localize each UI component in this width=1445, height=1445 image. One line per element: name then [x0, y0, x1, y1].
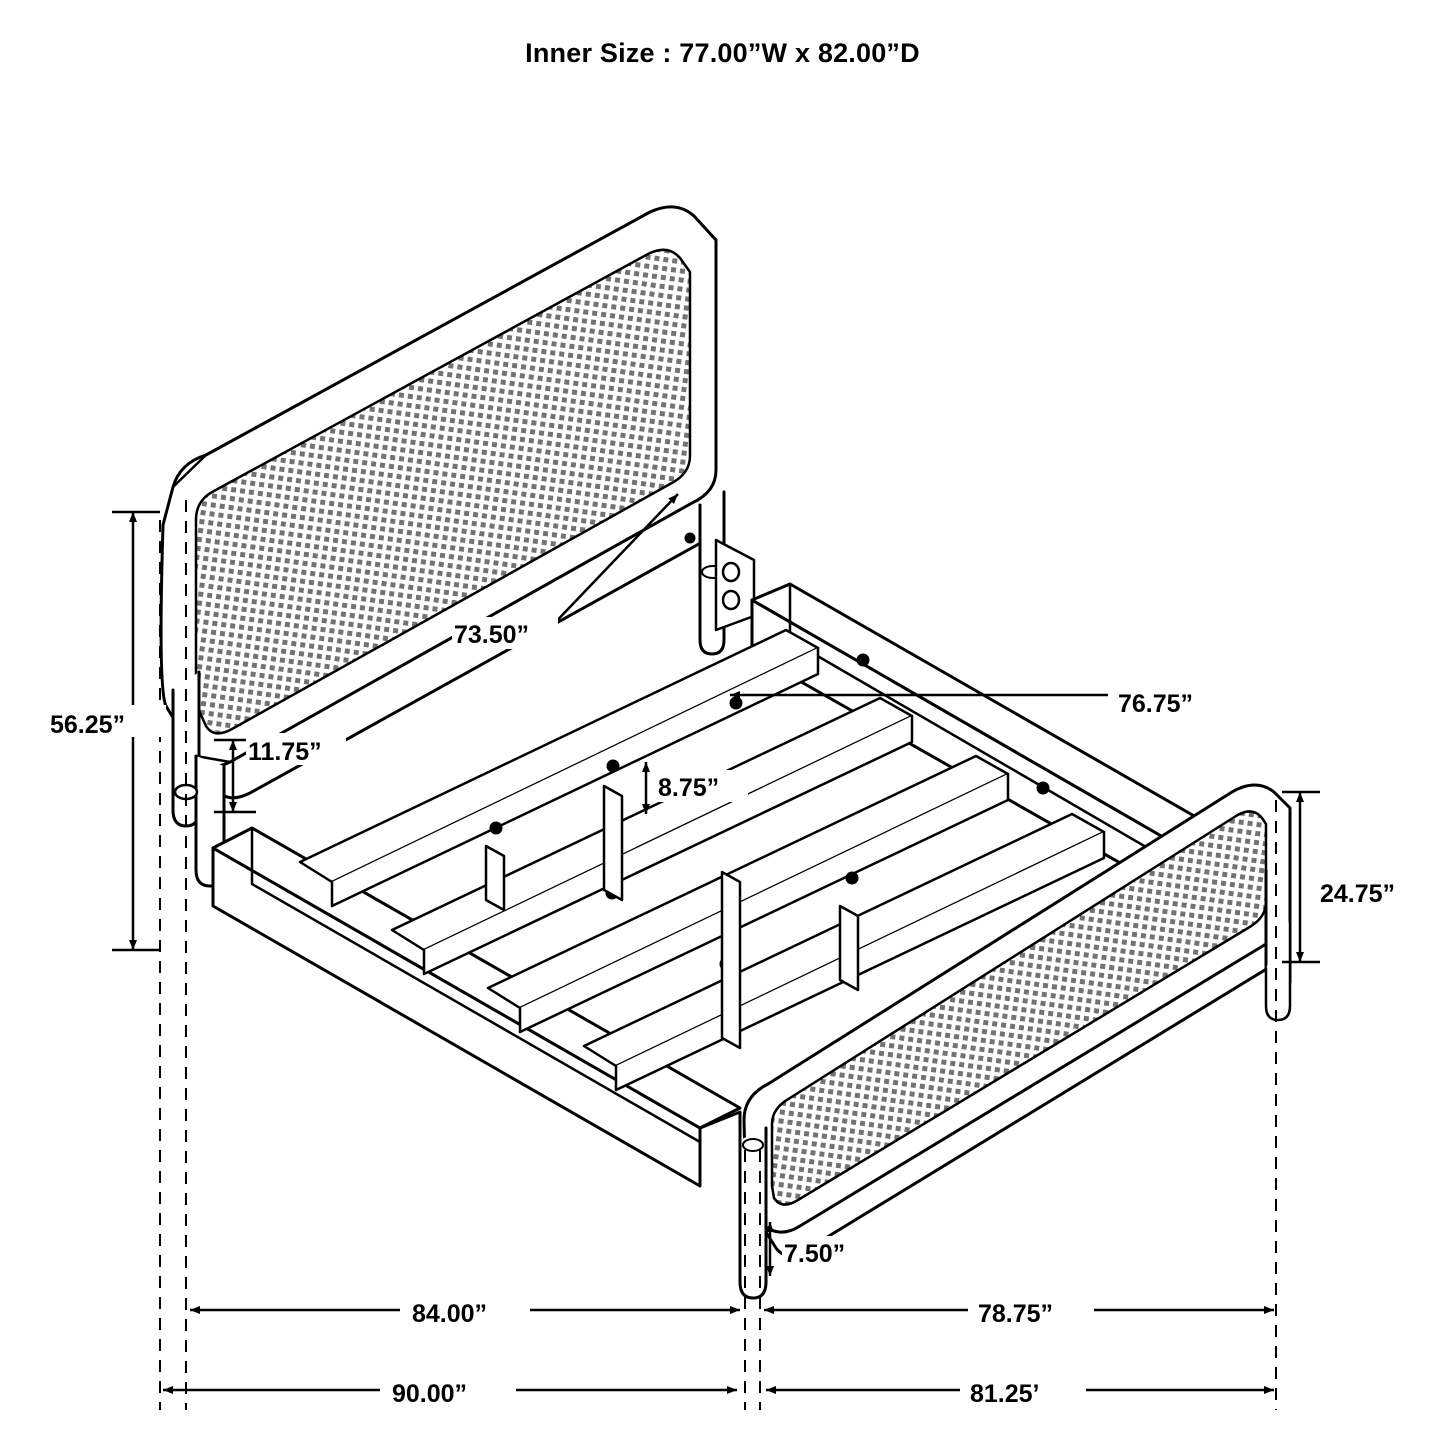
- diagram-title: Inner Size : 77.00”W x 82.00”D: [525, 38, 920, 68]
- label-width-outer: 81.25’: [970, 1380, 1040, 1408]
- side-rail-left: [213, 828, 740, 1186]
- label-inner-rail: 76.75”: [1118, 690, 1194, 718]
- label-depth-inner: 84.00”: [412, 1300, 488, 1328]
- label-depth-outer: 90.00”: [392, 1380, 468, 1408]
- label-headboard-height: 56.25”: [50, 711, 126, 739]
- label-footboard-height: 24.75”: [1320, 880, 1396, 908]
- label-footboard-clearance: 7.50”: [784, 1240, 846, 1268]
- label-width-inner: 78.75”: [978, 1300, 1054, 1328]
- label-slat-height: 8.75”: [658, 774, 720, 802]
- label-panel-width: 73.50”: [454, 621, 530, 649]
- label-headboard-clearance: 11.75”: [248, 738, 322, 766]
- headboard-bracket: [686, 534, 754, 630]
